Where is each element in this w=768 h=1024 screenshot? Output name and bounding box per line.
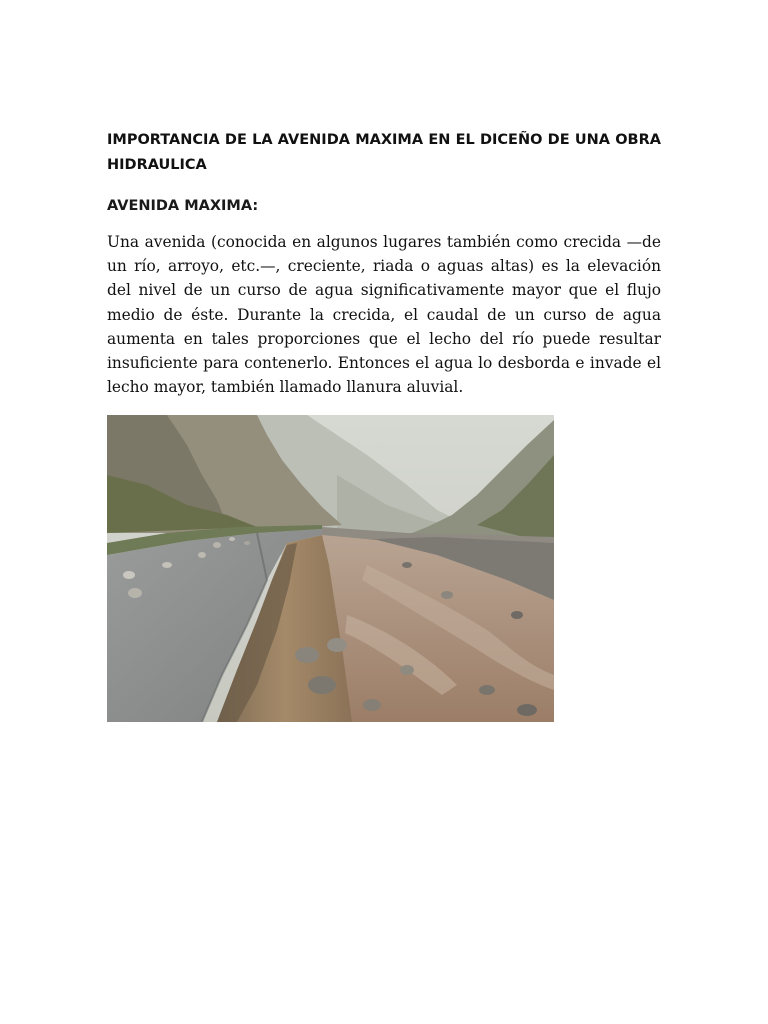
boulder [198, 552, 206, 558]
river-rock [400, 665, 414, 675]
boulder [229, 537, 235, 541]
river-rock [517, 704, 537, 716]
boulder [162, 562, 172, 568]
river-rock [479, 685, 495, 695]
river-rock [308, 676, 336, 694]
boulder [128, 588, 142, 598]
body-paragraph: Una avenida (conocida en algunos lugares también como crecida —de un río, arroyo, etc.—, creciente, riada o aguas altas) es la elevación del nivel de un curso de agua significativamente mayor que el flujo medio de éste. Durante la crecida, el caudal de un curso de agua aumenta en tales proporciones que el lecho del río puede resultar insuficiente para contenerlo. Entonces el agua lo desborda e invade el lecho mayor, también llamado llanura aluvial. [107, 233, 661, 397]
boulder [244, 541, 250, 545]
river-rock [402, 562, 412, 568]
boulder [213, 542, 221, 548]
document-title: IMPORTANCIA DE LA AVENIDA MAXIMA EN EL DICEÑO DE UNA OBRA HIDRAULICA [107, 132, 661, 173]
river-rock [327, 638, 347, 652]
section-heading: AVENIDA MAXIMA: [107, 198, 259, 214]
river-rock [441, 591, 453, 599]
boulder [123, 571, 135, 579]
river-rock [295, 647, 319, 663]
river-rock [363, 699, 381, 711]
river-rock [511, 611, 523, 619]
river-flood-photo [107, 415, 554, 722]
